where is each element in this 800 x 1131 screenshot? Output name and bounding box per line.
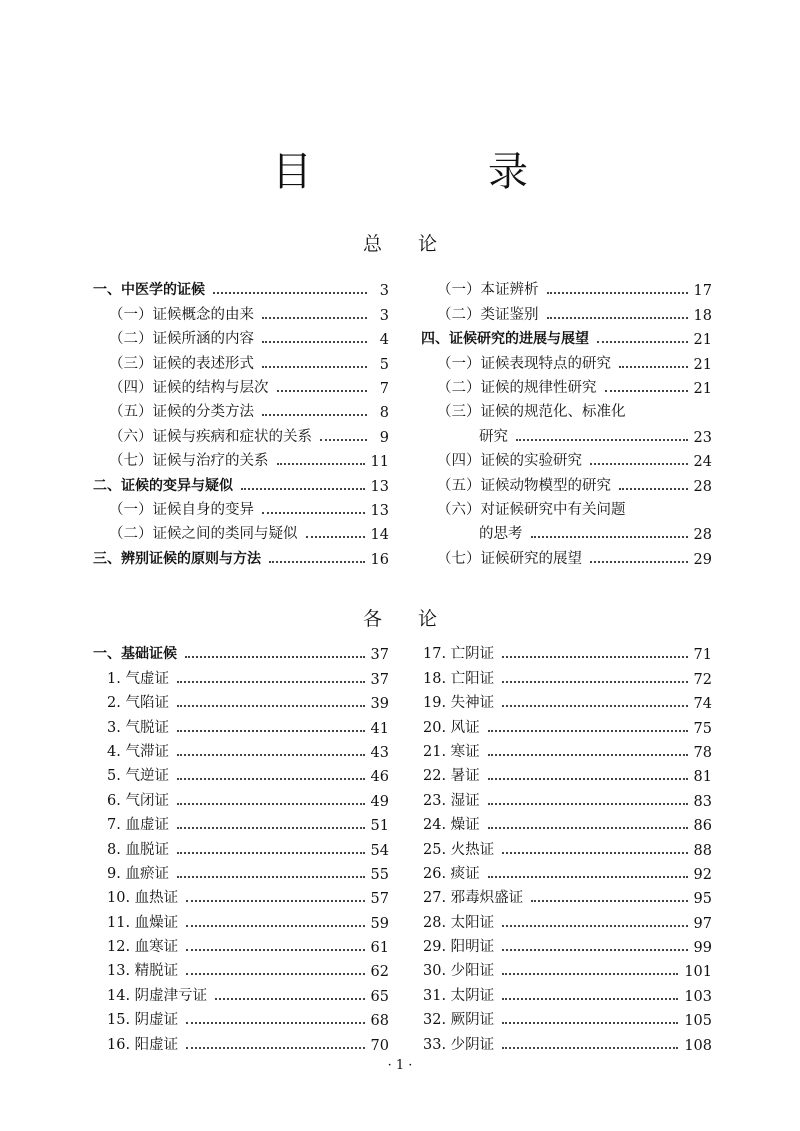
toc-entry-page: 46 <box>370 769 389 786</box>
dot-leader <box>320 439 367 441</box>
toc-entry <box>421 495 712 519</box>
toc-entry-title: 1. 气虚证 <box>107 670 169 687</box>
dot-leader <box>186 925 364 927</box>
toc-entry <box>421 639 712 663</box>
dot-leader <box>306 536 365 538</box>
toc-column-zonglun-left <box>93 275 389 568</box>
toc-entry-title: 18. 亡阳证 <box>423 670 495 687</box>
toc-entry-page: 28 <box>693 478 712 495</box>
toc-column-gelun-right <box>421 639 712 1054</box>
toc-entry-page: 88 <box>693 842 712 859</box>
toc-entry <box>93 1029 389 1053</box>
toc-entry <box>421 932 712 956</box>
toc-entry-title: 22. 暑证 <box>423 768 480 785</box>
toc-entry-title: （五）证候的分类方法 <box>109 404 254 421</box>
toc-entry-title: 26. 痰证 <box>423 865 480 882</box>
toc-entry-title: 研究 <box>479 428 508 445</box>
toc-entry <box>93 883 389 907</box>
toc-entry-page: 75 <box>693 720 712 737</box>
toc-entry-page: 4 <box>379 332 389 349</box>
toc-entry-page: 14 <box>370 527 389 544</box>
toc-entry-title: （四）证候的实验研究 <box>437 453 582 470</box>
toc-entry-title: 10. 血热证 <box>107 890 179 907</box>
toc-entry <box>93 956 389 980</box>
toc-column-zonglun-right <box>421 275 712 568</box>
dot-leader <box>177 876 365 878</box>
toc-entry <box>421 299 712 323</box>
toc-entry-page: 7 <box>379 380 389 397</box>
dot-leader <box>502 852 687 854</box>
toc-entry-page: 13 <box>370 502 389 519</box>
toc-entry-page: 29 <box>693 551 712 568</box>
toc-entry <box>93 932 389 956</box>
toc-entry-page: 21 <box>693 380 712 397</box>
toc-entry <box>93 421 389 445</box>
toc-entry <box>421 348 712 372</box>
toc-entry-title: （三）证候的表述形式 <box>109 355 254 372</box>
toc-entry-page: 55 <box>370 866 389 883</box>
toc-entry <box>93 1005 389 1029</box>
toc-entry <box>93 907 389 931</box>
toc-entry <box>421 956 712 980</box>
toc-entry-title: 29. 阳明证 <box>423 939 495 956</box>
toc-entry-title: 11. 血燥证 <box>107 914 179 931</box>
toc-entry <box>421 907 712 931</box>
toc-entry-page: 72 <box>693 671 712 688</box>
toc-entry-title: 13. 精脱证 <box>107 963 179 980</box>
toc-entry-title: （七）证候与治疗的关系 <box>109 453 269 470</box>
toc-entry-title: 15. 阴虚证 <box>107 1012 179 1029</box>
toc-entry-page: 68 <box>370 1013 389 1030</box>
toc-entry <box>421 519 712 543</box>
dot-leader <box>186 1022 364 1024</box>
dot-leader <box>531 900 687 902</box>
dot-leader <box>185 656 365 658</box>
toc-entry <box>421 275 712 299</box>
toc-entry <box>421 663 712 687</box>
toc-entry <box>421 761 712 785</box>
toc-entry-page: 92 <box>693 866 712 883</box>
dot-leader <box>502 656 687 658</box>
dot-leader <box>488 827 688 829</box>
dot-leader <box>502 1047 678 1049</box>
toc-entry-page: 13 <box>370 478 389 495</box>
toc-entry-page: 78 <box>693 744 712 761</box>
toc-entry-title: （二）证候所涵的内容 <box>109 331 254 348</box>
toc-entry-title: 24. 燥证 <box>423 817 480 834</box>
dot-leader <box>590 463 688 465</box>
toc-entry <box>421 543 712 567</box>
toc-entry <box>93 834 389 858</box>
dot-leader <box>502 1022 678 1024</box>
toc-entry <box>421 397 712 421</box>
toc-entry-title: 3. 气脱证 <box>107 719 169 736</box>
toc-entry <box>93 737 389 761</box>
toc-entry-page: 37 <box>370 647 389 664</box>
toc-entry-title: （四）证候的结构与层次 <box>109 379 269 396</box>
toc-entry-page: 21 <box>693 356 712 373</box>
toc-entry <box>93 324 389 348</box>
dot-leader <box>597 341 688 343</box>
toc-entry <box>421 737 712 761</box>
toc-entry <box>93 470 389 494</box>
toc-entry-title: （七）证候研究的展望 <box>437 550 582 567</box>
dot-leader <box>269 561 365 563</box>
dot-leader <box>502 705 687 707</box>
toc-entry-title: 一、中医学的证候 <box>93 282 205 299</box>
dot-leader <box>177 730 365 732</box>
toc-entry-page: 49 <box>370 793 389 810</box>
toc-entry-title: 4. 气滞证 <box>107 743 169 760</box>
toc-entry-title: 21. 寒证 <box>423 743 480 760</box>
toc-entry-page: 18 <box>693 307 712 324</box>
toc-entry-title: （二）类证鉴别 <box>437 306 539 323</box>
toc-entry-page: 71 <box>693 647 712 664</box>
toc-entry-page: 74 <box>693 696 712 713</box>
dot-leader <box>516 439 688 441</box>
toc-entry-title: （二）证候之间的类同与疑似 <box>109 526 298 543</box>
toc-entry-page: 37 <box>370 671 389 688</box>
toc-entry <box>93 348 389 372</box>
toc-entry-page: 95 <box>693 891 712 908</box>
toc-entry-title: 的思考 <box>479 526 523 543</box>
toc-entry-page: 61 <box>370 940 389 957</box>
dot-leader <box>502 973 678 975</box>
toc-entry <box>93 495 389 519</box>
toc-entry-page: 101 <box>684 964 712 981</box>
toc-entry-page: 23 <box>693 429 712 446</box>
toc-entry <box>421 421 712 445</box>
dot-leader <box>186 949 364 951</box>
toc-entry <box>421 980 712 1004</box>
toc-entry-title: 7. 血虚证 <box>107 817 169 834</box>
toc-entry <box>421 373 712 397</box>
toc-entry <box>421 470 712 494</box>
dot-leader <box>488 730 688 732</box>
toc-entry-title: 三、辨别证候的原则与方法 <box>93 550 261 567</box>
dot-leader <box>502 949 687 951</box>
toc-entry-page: 24 <box>693 454 712 471</box>
toc-entry-page: 103 <box>684 988 712 1005</box>
dot-leader <box>177 827 365 829</box>
toc-entry-title: 28. 太阳证 <box>423 914 495 931</box>
toc-entry-page: 105 <box>684 1013 712 1030</box>
section-title-gelun: 各论 <box>362 608 473 630</box>
toc-entry-title: 20. 风证 <box>423 719 480 736</box>
toc-entry-title: （二）证候的规律性研究 <box>437 379 597 396</box>
toc-entry-page: 65 <box>370 988 389 1005</box>
dot-leader <box>619 366 688 368</box>
toc-entry-page: 3 <box>379 283 389 300</box>
toc-entry <box>421 1005 712 1029</box>
dot-leader <box>488 778 688 780</box>
toc-entry-title: （一）证候概念的由来 <box>109 306 254 323</box>
toc-entry-page: 17 <box>693 283 712 300</box>
dot-leader <box>262 512 365 514</box>
toc-entry-title: 27. 邪毒炽盛证 <box>423 890 524 907</box>
dot-leader <box>177 705 365 707</box>
toc-entry <box>93 275 389 299</box>
toc-entry <box>93 761 389 785</box>
toc-entry-page: 9 <box>379 429 389 446</box>
toc-entry-title: 19. 失神证 <box>423 695 495 712</box>
toc-entry <box>93 373 389 397</box>
toc-entry-page: 81 <box>693 769 712 786</box>
toc-entry-title: （五）证候动物模型的研究 <box>437 477 611 494</box>
toc-entry-title: 33. 少阴证 <box>423 1036 495 1053</box>
toc-entry-title: 5. 气逆证 <box>107 768 169 785</box>
dot-leader <box>213 292 367 294</box>
toc-entry <box>421 834 712 858</box>
toc-entry-title: 2. 气陷证 <box>107 695 169 712</box>
dot-leader <box>502 998 678 1000</box>
toc-entry <box>93 688 389 712</box>
toc-entry-title: （一）本证辨析 <box>437 282 539 299</box>
toc-entry-title: 23. 湿证 <box>423 792 480 809</box>
toc-entry-title: 16. 阳虚证 <box>107 1036 179 1053</box>
toc-entry <box>93 639 389 663</box>
toc-entry-title: 一、基础证候 <box>93 646 177 663</box>
toc-entry-page: 57 <box>370 891 389 908</box>
toc-entry <box>421 859 712 883</box>
dot-leader <box>262 414 367 416</box>
toc-entry <box>93 446 389 470</box>
dot-leader <box>488 876 688 878</box>
dot-leader <box>531 536 688 538</box>
dot-leader <box>241 488 365 490</box>
toc-entry-page: 54 <box>370 842 389 859</box>
toc-entry <box>421 446 712 470</box>
toc-entry <box>421 1029 712 1053</box>
dot-leader <box>177 681 365 683</box>
toc-entry <box>421 688 712 712</box>
toc-entry <box>421 883 712 907</box>
toc-entry-page: 21 <box>693 332 712 349</box>
dot-leader <box>277 463 365 465</box>
toc-entry-title: 9. 血瘀证 <box>107 865 169 882</box>
toc-entry <box>421 324 712 348</box>
toc-entry-page: 97 <box>693 915 712 932</box>
dot-leader <box>177 852 365 854</box>
toc-entry-title: 25. 火热证 <box>423 841 495 858</box>
dot-leader <box>619 488 688 490</box>
dot-leader <box>502 681 687 683</box>
toc-entry <box>421 712 712 736</box>
toc-entry-page: 39 <box>370 696 389 713</box>
toc-entry-page: 43 <box>370 744 389 761</box>
toc-entry <box>93 859 389 883</box>
toc-entry <box>421 810 712 834</box>
dot-leader <box>177 754 365 756</box>
toc-column-gelun-left <box>93 639 389 1054</box>
page-number: · 1 · <box>387 1058 413 1073</box>
dot-leader <box>262 317 367 319</box>
toc-entry-page: 11 <box>370 454 389 471</box>
dot-leader <box>215 998 364 1000</box>
toc-entry-title: 二、证候的变异与疑似 <box>93 477 233 494</box>
toc-entry <box>93 663 389 687</box>
toc-entry-page: 28 <box>693 527 712 544</box>
dot-leader <box>488 803 688 805</box>
toc-entry <box>93 299 389 323</box>
toc-entry-title: 6. 气闭证 <box>107 792 169 809</box>
toc-entry <box>93 712 389 736</box>
toc-entry-title: 17. 亡阴证 <box>423 646 495 663</box>
toc-entry-page: 16 <box>370 551 389 568</box>
toc-entry <box>93 810 389 834</box>
toc-entry-title: （一）证候自身的变异 <box>109 501 254 518</box>
dot-leader <box>502 925 687 927</box>
toc-entry-title: 12. 血寒证 <box>107 939 179 956</box>
toc-entry-title: 31. 太阴证 <box>423 987 495 1004</box>
toc-entry-page: 83 <box>693 793 712 810</box>
toc-entry-page: 99 <box>693 940 712 957</box>
dot-leader <box>547 317 688 319</box>
dot-leader <box>605 390 688 392</box>
toc-entry-title: （六）证候与疾病和症状的关系 <box>109 428 312 445</box>
toc-entry-page: 8 <box>379 405 389 422</box>
toc-entry-page: 62 <box>370 964 389 981</box>
toc-entry-title: 8. 血脱证 <box>107 841 169 858</box>
dot-leader <box>547 292 688 294</box>
toc-entry-title: （一）证候表现特点的研究 <box>437 355 611 372</box>
toc-entry-page: 59 <box>370 915 389 932</box>
toc-entry <box>93 397 389 421</box>
dot-leader <box>186 1047 364 1049</box>
toc-entry-page: 86 <box>693 818 712 835</box>
toc-entry-page: 70 <box>370 1037 389 1054</box>
toc-entry-title: 30. 少阳证 <box>423 963 495 980</box>
dot-leader <box>177 803 365 805</box>
toc-entry-title: 四、证候研究的进展与展望 <box>421 331 589 348</box>
toc-entry-title: （六）对证候研究中有关问题 <box>437 501 626 518</box>
section-title-zonglun: 总论 <box>362 233 473 255</box>
dot-leader <box>277 390 368 392</box>
toc-entry-page: 5 <box>379 356 389 373</box>
dot-leader <box>590 561 688 563</box>
toc-entry-page: 41 <box>370 720 389 737</box>
toc-entry <box>93 543 389 567</box>
toc-entry <box>93 980 389 1004</box>
dot-leader <box>262 341 367 343</box>
toc-entry <box>93 519 389 543</box>
dot-leader <box>177 778 365 780</box>
toc-entry <box>421 785 712 809</box>
dot-leader <box>262 366 367 368</box>
dot-leader <box>186 900 364 902</box>
page-title: 目 录 <box>272 149 596 195</box>
toc-entry-page: 108 <box>684 1037 712 1054</box>
dot-leader <box>488 754 688 756</box>
toc-entry-page: 3 <box>379 307 389 324</box>
toc-entry-title: （三）证候的规范化、标准化 <box>437 404 626 421</box>
dot-leader <box>186 973 364 975</box>
toc-entry-title: 32. 厥阴证 <box>423 1012 495 1029</box>
toc-entry-page: 51 <box>370 818 389 835</box>
toc-entry <box>93 785 389 809</box>
toc-entry-title: 14. 阴虚津亏证 <box>107 987 208 1004</box>
